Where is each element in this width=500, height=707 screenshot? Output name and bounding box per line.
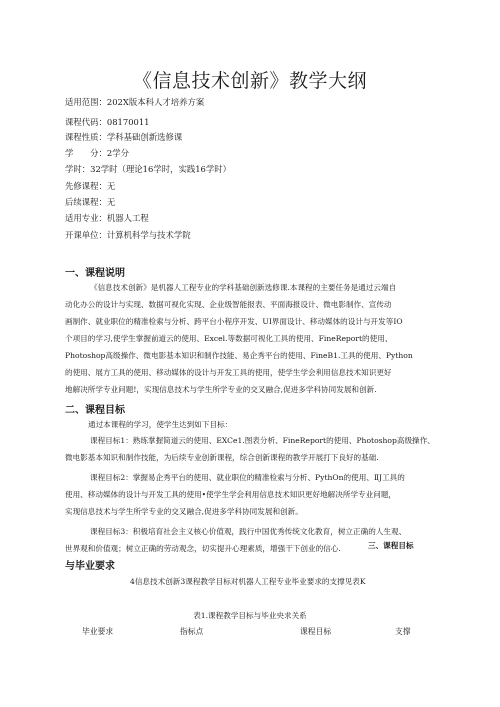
table-caption: 表1.课程教学目标与毕业央求关系 bbox=[193, 611, 307, 620]
table-header-support: 支撑 bbox=[395, 627, 411, 636]
section-2-intro: 通过本课程的学习，使学生达到如下目标： bbox=[88, 420, 233, 429]
goal-3-paragraph: 课程目标3：积极培育社会主义核心价值观，践行中国优秀传统文化教育，树立正确的人生观、 世界观和价值观；树立正确的劳动观念，切实提升心理素质，增强干下创业的信心. bbox=[65, 527, 407, 553]
meta-department: 开课单位：计算机科学与技术学院 bbox=[65, 230, 191, 240]
table-header-course-goal: 课程目标 bbox=[300, 627, 332, 636]
table-header-indicator: 指标点 bbox=[180, 627, 204, 636]
support-statement: 4信息技术创新3课程教学目标对机器人工程专业毕业要求的支撑见表K bbox=[130, 577, 366, 586]
meta-hours: 学时：32学时（理论16学时，实践16学时） bbox=[65, 164, 231, 174]
meta-credits: 学 分：2学分 bbox=[65, 148, 129, 158]
meta-follow-up: 后续课程：无 bbox=[65, 197, 116, 207]
meta-course-nature: 课程性质：学科基础创新选修课 bbox=[65, 132, 183, 142]
goal-1-paragraph: 课程目标1：熟练掌握简道云的使用、EXCe1.图表分析、FineReport的使用、Photoshop高级操作、 微电影基本知识和制作技能，为后续专业创新课程，综合创新课程的教学开展打下良好的基础. bbox=[65, 436, 435, 462]
meta-prerequisite: 先修课程：无 bbox=[65, 181, 116, 191]
goal-2-paragraph: 课程目标2：掌握易企秀平台的使用、就业职位的精准检索与分析、PythOn的使用、ⅡJ工具的 使用、移动媒体的设计与开发工具的使用•使学生学会利用信息技术知识更好地解决所学专业问题， 实现信息技术与学生所学专业的交叉融合,促进多学科协同发展和创新。 bbox=[65, 473, 405, 516]
section-2-heading: 二、课程目标 bbox=[65, 405, 125, 416]
document-title: 《信息技术创新》教学大纲 bbox=[132, 70, 367, 92]
meta-scope: 适用范围：202X版本科人才培养方案 bbox=[65, 97, 205, 107]
section-1-paragraph: 《信息技术创新》是机器人工程专业的学科基础创新选修课.本课程的主要任务是通过云端自 动化办公的设计与实现、数据可视化实现、企业级智能报表、平面海报设计、微电影制作、宣传动 画制作、就业职位的精准检索与分析、跨平台小程序开发、UI界面设计、移动媒体的设计与开发等IO 个项目的学习,使学生掌握前道云的使用、Excel.等数据可视化工具的使用、FineReport的使用、 Photoshop高级操作、微电影基本知识和制作技能、易企秀平台的使用、FineB1.工具的使用、Python 的使用、展方工具的使用、移动媒体的设计与开发工具的使用，使学生学会利用信息技术知识更好 地解决所学专业问题!，实现信息技术与学生所学专业的交叉融合,促进多学科协同发展和创新. bbox=[65, 283, 413, 394]
section-3-heading-part1: 三、课程目标 bbox=[368, 541, 414, 550]
section-1-heading: 一、课程说明 bbox=[65, 268, 125, 279]
meta-course-code: 课程代码：08170011 bbox=[65, 117, 150, 127]
table-header-graduation-req: 毕业要求 bbox=[82, 627, 114, 636]
section-3-heading-part2: 与毕业要求 bbox=[65, 561, 115, 572]
meta-major: 适用专业：机器人工程 bbox=[65, 213, 149, 223]
